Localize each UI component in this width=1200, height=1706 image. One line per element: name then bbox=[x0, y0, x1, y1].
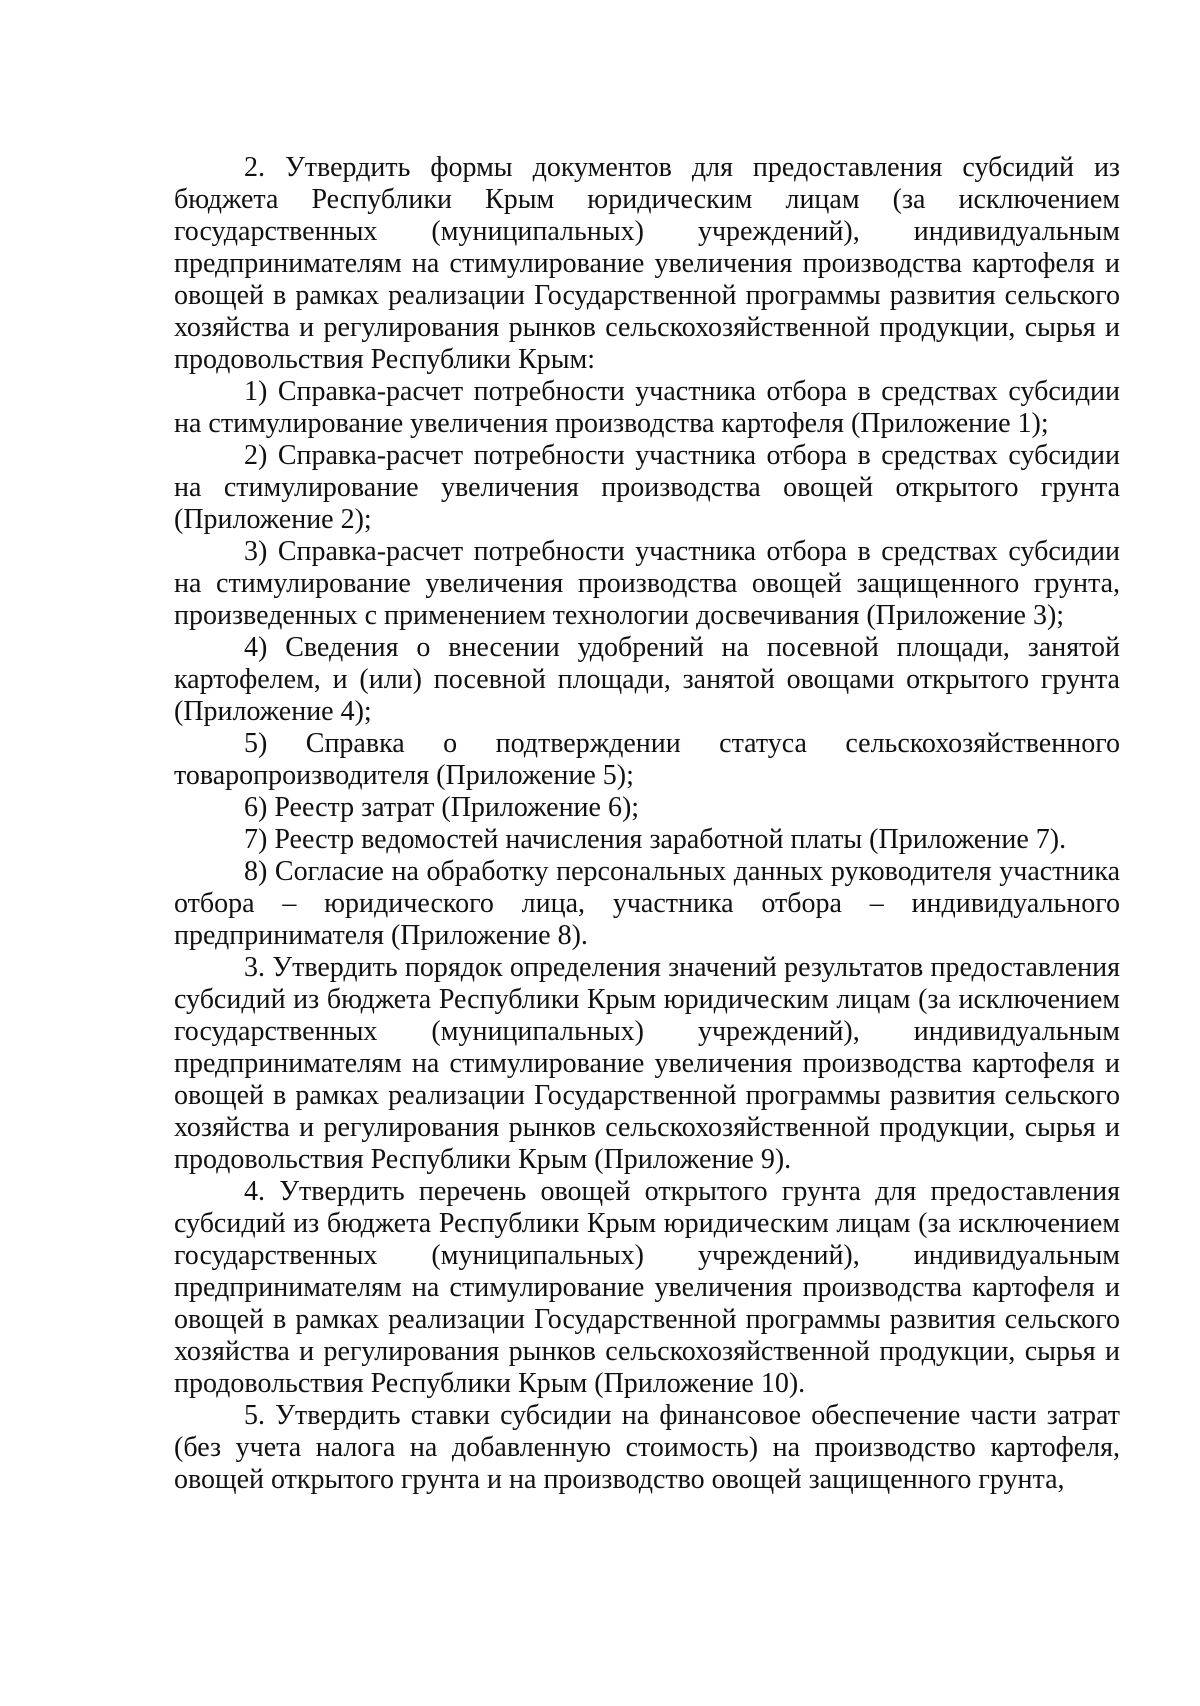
list-item-4: 4) Сведения о внесении удобрений на посевной площади, занятой картофелем, и (или) посевной площади, занятой овощами открытого грунта (Приложение 4); bbox=[174, 632, 1120, 727]
paragraph-item-5-rates: 5. Утвердить ставки субсидии на финансовое обеспечение части затрат (без учета налога на добавленную стоимость) на производство картофеля, овощей открытого грунта и на производство овощей защищенного грунта, bbox=[174, 1400, 1120, 1495]
paragraph-item-2-forms: 2. Утвердить формы документов для предоставления субсидий из бюджета Республики Крым юридическим лицам (за исключением государственных (муниципальных) учреждений), индивидуальным предпринимателям на стимулирование увеличения производства картофеля и овощей в рамках реализации Государственной программы развития сельского хозяйства и регулирования рынков сельскохозяйственной продукции, сырья и продовольствия Республики Крым: bbox=[174, 152, 1120, 375]
document-body bbox=[174, 152, 1120, 1496]
paragraph-item-3-order: 3. Утвердить порядок определения значений результатов предоставления субсидий из бюджета Республики Крым юридическим лицам (за исключением государственных (муниципальных) учреждений), индивидуальным предпринимателям на стимулирование увеличения производства картофеля и овощей в рамках реализации Государственной программы развития сельского хозяйства и регулирования рынков сельскохозяйственной продукции, сырья и продовольствия Республики Крым (Приложение 9). bbox=[174, 952, 1120, 1175]
list-item-3: 3) Справка-расчет потребности участника отбора в средствах субсидии на стимулирование увеличения производства овощей защищенного грунта, произведенных с применением технологии досвечивания (Приложение 3); bbox=[174, 536, 1120, 631]
list-item-6: 6) Реестр затрат (Приложение 6); bbox=[244, 792, 640, 823]
list-item-1: 1) Справка-расчет потребности участника отбора в средствах субсидии на стимулирование увеличения производства картофеля (Приложение 1); bbox=[174, 376, 1120, 439]
list-item-7: 7) Реестр ведомостей начисления заработной платы (Приложение 7). bbox=[244, 824, 1067, 855]
list-item-5: 5) Справка о подтверждении статуса сельскохозяйственного товаропроизводителя (Приложение 5); bbox=[174, 728, 1120, 791]
list-item-8: 8) Согласие на обработку персональных данных руководителя участника отбора – юридического лица, участника отбора – индивидуального предпринимателя (Приложение 8). bbox=[174, 856, 1120, 951]
list-item-2: 2) Справка-расчет потребности участника отбора в средствах субсидии на стимулирование увеличения производства овощей открытого грунта (Приложение 2); bbox=[174, 440, 1120, 535]
paragraph-item-4-list: 4. Утвердить перечень овощей открытого грунта для предоставления субсидий из бюджета Республики Крым юридическим лицам (за исключением государственных (муниципальных) учреждений), индивидуальным предпринимателям на стимулирование увеличения производства картофеля и овощей в рамках реализации Государственной программы развития сельского хозяйства и регулирования рынков сельскохозяйственной продукции, сырья и продовольствия Республики Крым (Приложение 10). bbox=[174, 1176, 1120, 1399]
